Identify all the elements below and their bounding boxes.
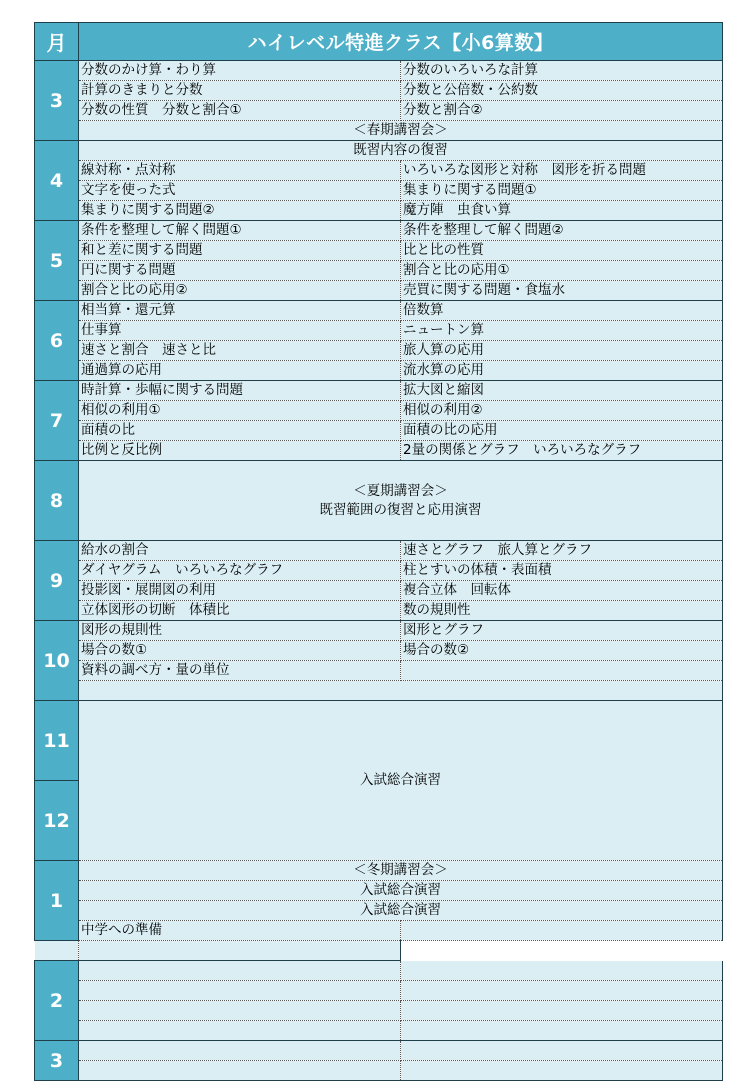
table-row [35, 361, 723, 381]
lesson-cell: 場合の数② [401, 641, 723, 661]
winter-session-heading: ＜冬期講習会＞ [79, 861, 723, 881]
lesson-cell: 相当算・還元算 [79, 301, 401, 321]
empty-cell [35, 941, 79, 961]
empty-cell [79, 941, 401, 961]
winter-session-content: 入試総合演習 [79, 901, 723, 921]
month-column-header: 月 [35, 23, 79, 61]
table-row [35, 681, 723, 701]
table-row [35, 861, 723, 881]
table-row [35, 241, 723, 261]
month-cell-may: 5 [35, 221, 79, 301]
lesson-cell: 倍数算 [401, 301, 723, 321]
lesson-cell: 数の規則性 [401, 601, 723, 621]
table-row [35, 401, 723, 421]
empty-cell [79, 1021, 401, 1041]
lesson-cell: 集まりに関する問題② [79, 201, 401, 221]
lesson-cell: 図形とグラフ [401, 621, 723, 641]
table-row [35, 921, 723, 941]
lesson-cell [401, 661, 723, 681]
lesson-cell: 相似の利用② [401, 401, 723, 421]
month-cell-april: 4 [35, 141, 79, 221]
lesson-cell: 給水の割合 [79, 541, 401, 561]
empty-cell [79, 981, 401, 1001]
lesson-cell: 比例と反比例 [79, 441, 401, 461]
spring-session-content: 既習内容の復習 [79, 141, 723, 161]
table-row [35, 1021, 723, 1041]
month-cell-september: 9 [35, 541, 79, 621]
lesson-cell: 分数の性質 分数と割合① [79, 101, 401, 121]
lesson-cell: 立体図形の切断 体積比 [79, 601, 401, 621]
lesson-cell: 割合と比の応用② [79, 281, 401, 301]
lesson-cell: 流水算の応用 [401, 361, 723, 381]
page-title: ハイレベル特進クラス【小6算数】 [79, 23, 723, 61]
lesson-cell: ニュートン算 [401, 321, 723, 341]
table-row [35, 381, 723, 401]
table-row [35, 641, 723, 661]
lesson-cell: 割合と比の応用① [401, 261, 723, 281]
lesson-cell: 面積の比 [79, 421, 401, 441]
table-row [35, 201, 723, 221]
lesson-cell: 投影図・展開図の利用 [79, 581, 401, 601]
lesson-cell: 柱とすいの体積・表面積 [401, 561, 723, 581]
lesson-cell: 比と比の性質 [401, 241, 723, 261]
table-row [35, 621, 723, 641]
lesson-cell: 速さとグラフ 旅人算とグラフ [401, 541, 723, 561]
table-row [35, 141, 723, 161]
month-cell-january: 1 [35, 861, 79, 941]
lesson-cell: 魔方陣 虫食い算 [401, 201, 723, 221]
table-row [35, 81, 723, 101]
table-row [35, 161, 723, 181]
empty-cell [401, 981, 723, 1001]
lesson-cell: 面積の比の応用 [401, 421, 723, 441]
exam-practice-cell: 入試総合演習 [79, 701, 723, 861]
lesson-cell: ダイヤグラム いろいろなグラフ [79, 561, 401, 581]
table-row [35, 321, 723, 341]
month-cell-march: 3 [35, 61, 79, 141]
month-cell-august: 8 [35, 461, 79, 541]
lesson-cell: 条件を整理して解く問題① [79, 221, 401, 241]
lesson-cell: いろいろな図形と対称 図形を折る問題 [401, 161, 723, 181]
lesson-cell: 分数と割合② [401, 101, 723, 121]
month-cell-october: 10 [35, 621, 79, 701]
lesson-cell: 集まりに関する問題① [401, 181, 723, 201]
table-row [35, 281, 723, 301]
summer-session-content: 既習範囲の復習と応用演習 [319, 501, 482, 518]
lesson-cell [401, 921, 723, 941]
empty-cell [401, 1061, 723, 1081]
header-row [35, 23, 723, 61]
curriculum-table [34, 22, 723, 1081]
table-row [35, 961, 723, 981]
month-cell-february: 2 [35, 961, 79, 1041]
table-row [35, 261, 723, 281]
empty-cell [79, 681, 723, 701]
month-cell-december: 12 [35, 781, 79, 861]
table-row [35, 121, 723, 141]
lesson-cell: 分数のかけ算・わり算 [79, 61, 401, 81]
table-row [35, 981, 723, 1001]
lesson-cell: 和と差に関する問題 [79, 241, 401, 261]
table-row [35, 181, 723, 201]
table-row [35, 581, 723, 601]
table-row [35, 441, 723, 461]
table-row [35, 1041, 723, 1061]
month-cell-june: 6 [35, 301, 79, 381]
lesson-cell: 拡大図と縮図 [401, 381, 723, 401]
table-row [35, 881, 723, 901]
lesson-cell: 図形の規則性 [79, 621, 401, 641]
empty-cell [79, 1001, 401, 1021]
table-row [35, 421, 723, 441]
table-row [35, 61, 723, 81]
lesson-cell: 速さと割合 速さと比 [79, 341, 401, 361]
table-row [35, 941, 723, 961]
table-row [35, 461, 723, 541]
month-cell-march-next: 3 [35, 1041, 79, 1081]
lesson-cell: 条件を整理して解く問題② [401, 221, 723, 241]
lesson-cell: 複合立体 回転体 [401, 581, 723, 601]
month-cell-november: 11 [35, 701, 79, 781]
lesson-cell: 資料の調べ方・量の単位 [79, 661, 401, 681]
lesson-cell: 相似の利用① [79, 401, 401, 421]
table-row [35, 1001, 723, 1021]
lesson-cell: 分数のいろいろな計算 [401, 61, 723, 81]
table-row [35, 561, 723, 581]
table-row [35, 341, 723, 361]
lesson-cell: 時計算・歩幅に関する問題 [79, 381, 401, 401]
lesson-cell: 2量の関係とグラフ いろいろなグラフ [401, 441, 723, 461]
table-row [35, 221, 723, 241]
table-row [35, 101, 723, 121]
table-row [35, 701, 723, 781]
empty-cell [79, 1041, 401, 1061]
empty-cell [79, 1061, 401, 1081]
lesson-cell: 仕事算 [79, 321, 401, 341]
lesson-cell: 文字を使った式 [79, 181, 401, 201]
lesson-cell: 売買に関する問題・食塩水 [401, 281, 723, 301]
lesson-cell: 円に関する問題 [79, 261, 401, 281]
spring-session-heading: ＜春期講習会＞ [79, 121, 723, 141]
empty-cell [401, 961, 723, 981]
table-row [35, 661, 723, 681]
month-cell-july: 7 [35, 381, 79, 461]
lesson-cell: 旅人算の応用 [401, 341, 723, 361]
summer-session-heading: ＜夏期講習会＞ [353, 482, 448, 499]
empty-cell [401, 1001, 723, 1021]
winter-session-content: 入試総合演習 [79, 881, 723, 901]
lesson-cell: 線対称・点対称 [79, 161, 401, 181]
lesson-cell: 場合の数① [79, 641, 401, 661]
empty-cell [401, 1021, 723, 1041]
table-row [35, 601, 723, 621]
summer-session-cell [79, 461, 723, 541]
table-row [35, 541, 723, 561]
lesson-cell: 計算のきまりと分数 [79, 81, 401, 101]
lesson-cell: 通過算の応用 [79, 361, 401, 381]
table-row [35, 901, 723, 921]
empty-cell [401, 1041, 723, 1061]
table-row [35, 301, 723, 321]
lesson-cell: 分数と公倍数・公約数 [401, 81, 723, 101]
table-row [35, 1061, 723, 1081]
lesson-cell: 中学への準備 [79, 921, 401, 941]
empty-cell [79, 961, 401, 981]
